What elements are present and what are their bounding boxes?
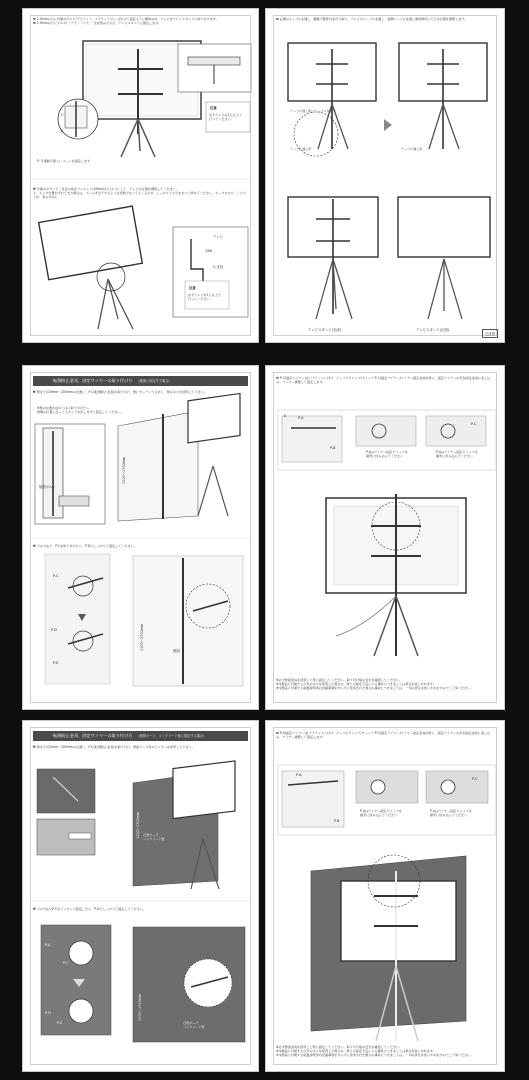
- caution-title-2: 注意: [189, 286, 196, 290]
- footnote: ※必ず壁面金具を使用して壁に固定してください。取り付け後の安全を確認してください。 ※本製品に付属する以外のネジを使用した場合の、壁との固定不良による事故につきましては責任を負いかねます。 ※本製品に付属する取扱説明書の記載事項を守らずに使用された場合の事故につきましては、一切の責任を負いかねますのでご了承ください。: [276, 678, 474, 691]
- label-pe: P-E: [53, 661, 59, 665]
- label-pc: P-C: [472, 777, 478, 781]
- label-e: E: [284, 414, 287, 418]
- caution-body-2: 必ずテレビを2人以上で 行ってください。: [188, 293, 221, 302]
- label-pc: P-C: [63, 961, 69, 965]
- label-pb: P-B: [334, 819, 340, 823]
- concrete-wire-illustration: [266, 721, 505, 1072]
- bottom-note: P: 3 個数で新しいコーンを固定します: [37, 159, 91, 163]
- step-1-note: ※壁の位置を決めて床に取り付けたら、 壁側の位置に沿ってスタンドを戻し付けて固定してください。: [37, 406, 124, 415]
- caption-right: テレビスタンド(正面): [416, 328, 450, 332]
- label-tv: テレビ: [213, 235, 224, 239]
- cable-label-1: テーブル通し用にケーブルを通す: [290, 109, 336, 113]
- label-pb: P-B: [330, 446, 336, 450]
- step-1-text: ❶ 壁まで125mm〜200mmの位置に、P-C(転倒防止金具)を取り付け、壁面ボード用のアンカーを使用して下さい。: [33, 745, 195, 749]
- label-e: E: [61, 129, 64, 133]
- banner-subtitle: (壁紙ボード、コンクリート壁に固定する場合): [138, 734, 205, 738]
- banner-title: 転倒防止金具、固定ワイヤーの取り付け方: [53, 378, 133, 383]
- label-gap: 15Ⅲ: [205, 249, 212, 253]
- label-c-holder: C:支柱: [213, 265, 224, 269]
- step-2-text: ❷ 下の方法で、P-Cを取り付けたら、P-Dでしっかりと固定してください。: [33, 544, 137, 548]
- label-pd: P-D: [45, 1011, 51, 1015]
- concrete-label-2: 石膏ボード コンクリート壁: [183, 1021, 205, 1030]
- dimension-label-2: 1100〜1700mm: [138, 993, 142, 1021]
- step-3-text: ❸ P-A(固定ワイヤー)をブラケットに付け、ケーブルクリップ/チューブ P-C(固定ワイヤー)ワイヤー固定金具を壁に、固定ワイヤーの先を固定金具に差し込み、ワイヤー調整して固定します。: [276, 731, 491, 740]
- cable-routing-illustration: [266, 9, 505, 343]
- label-pa: P-A: [298, 416, 304, 420]
- label-c: C: [61, 113, 64, 117]
- manual-page-3: [22, 365, 259, 710]
- banner-title: 転倒防止金具、固定ワイヤーの取り付け方: [53, 733, 133, 738]
- label-pe: P-E: [57, 1021, 63, 1025]
- label-pa: P-A: [296, 773, 302, 777]
- cable-label-2: テーブル通し用: [290, 147, 312, 151]
- manual-page-2: [265, 8, 505, 343]
- dimension-label: 1100〜1700mm: [136, 811, 140, 839]
- label-wall: 壁面: [173, 649, 180, 653]
- label-pc: P-C: [471, 422, 477, 426]
- manual-page-5: [22, 720, 259, 1072]
- banner-subtitle: (壁面に固定する場合): [138, 379, 170, 383]
- note-b: P-Aはワイヤー固定クリップを 確実に挟み込んでください: [430, 809, 472, 818]
- step-5-text: ❺ 必要のケーブルを通し、撮影不要部分を切り取り、テレビのケーブルを通し、装飾ケーブルを通し通常場所にてため位置を調整します。: [276, 17, 468, 21]
- caution-body-1: 必ずテレビの2人以上で 行ってください。: [209, 113, 242, 122]
- note-b: P-Aはワイヤー固定クリップを 確実に挟み込んでください: [436, 450, 478, 459]
- step-1-text: ❶ 壁まで125mm〜200mmの位置に、P-C(転倒防止金具)を取り付け、壁にカーテンで止めて、壁のネジを使用して下さい。: [33, 390, 207, 394]
- plastic-label: 壁面ボルト: [39, 485, 56, 489]
- label-pc: P-C: [53, 574, 59, 578]
- footnote: ※必ず壁面金具を使用して壁に固定してください。取り付け後の安全を確認してください。 ※本製品に付属する以外のネジを使用した場合の、壁との固定不良による事故につきましては責任を負いかねます。 ※本製品に付属する取扱説明書の記載事項を守らずに使用された場合の事故につきましては、一切の責任を負いかねますのでご了承ください。: [276, 1045, 474, 1058]
- step-4-text: ❹ 付属のボタンで「目安の角がデンジャン(10mmほど)ようにして、テレビの位置を調整してください。 も、もしか位置がずれてきた場合は、ペールぎがデカるような状態でなくてもこるため、しっかりとネジをきつく締めてください。ポーチタの穴、ことスト中、本の方向に、: [33, 187, 247, 200]
- complete-badge: 完成図: [482, 329, 498, 338]
- step-3-text: ❸ 2.5mmの穴に付属のボルト/ブラケット、ブラケットでに 合わせて固定ようにBAVのゆ、テレビをテレビスタンドに取り付けます。 ❸ 2.5mmの穴にアルギ/「ブラ」・「ブラ」・全を組み合わせ、テレビスタンドに固定します。: [33, 17, 219, 26]
- caption-left: テレビスタンド(完成): [308, 328, 342, 332]
- dimension-label: 1100〜1700mm: [122, 456, 126, 484]
- manual-page-4: [265, 365, 505, 710]
- step-2-text: ❷ 下の方法でP-Cをアンカーで固定したら、P-Dでしっかりと固定してください。: [33, 907, 147, 911]
- note-a: P-Aはワイヤー固定クリップを 確実に挟み込んでください: [360, 809, 402, 818]
- caution-title-1: 注意: [210, 106, 217, 110]
- manual-page-1: [22, 8, 259, 343]
- cable-label-3: テーブル通し用: [401, 147, 423, 151]
- label-pa: P-A: [45, 943, 51, 947]
- manual-page-6: [265, 720, 505, 1072]
- step-3-text: ❸ P-C(固定ワイヤー)をブラケットに付け、ケーブルクリップ/チューブ P-C(固定ワイヤー)ワイヤー固定金具を壁に、固定ワイヤーの先を固定金具に差し込み、ワイヤー調整して固定します。: [276, 376, 491, 385]
- dimension-label-2: 1100〜1700mm: [140, 623, 144, 651]
- note-a: P-Aはワイヤー固定クリップを 確実に挟み込んでください: [366, 450, 408, 459]
- label-pd: P-D: [51, 628, 57, 632]
- wall-anchor-illustration: [23, 366, 259, 710]
- concrete-label: 石膏ボード コンクリート壁: [143, 833, 165, 842]
